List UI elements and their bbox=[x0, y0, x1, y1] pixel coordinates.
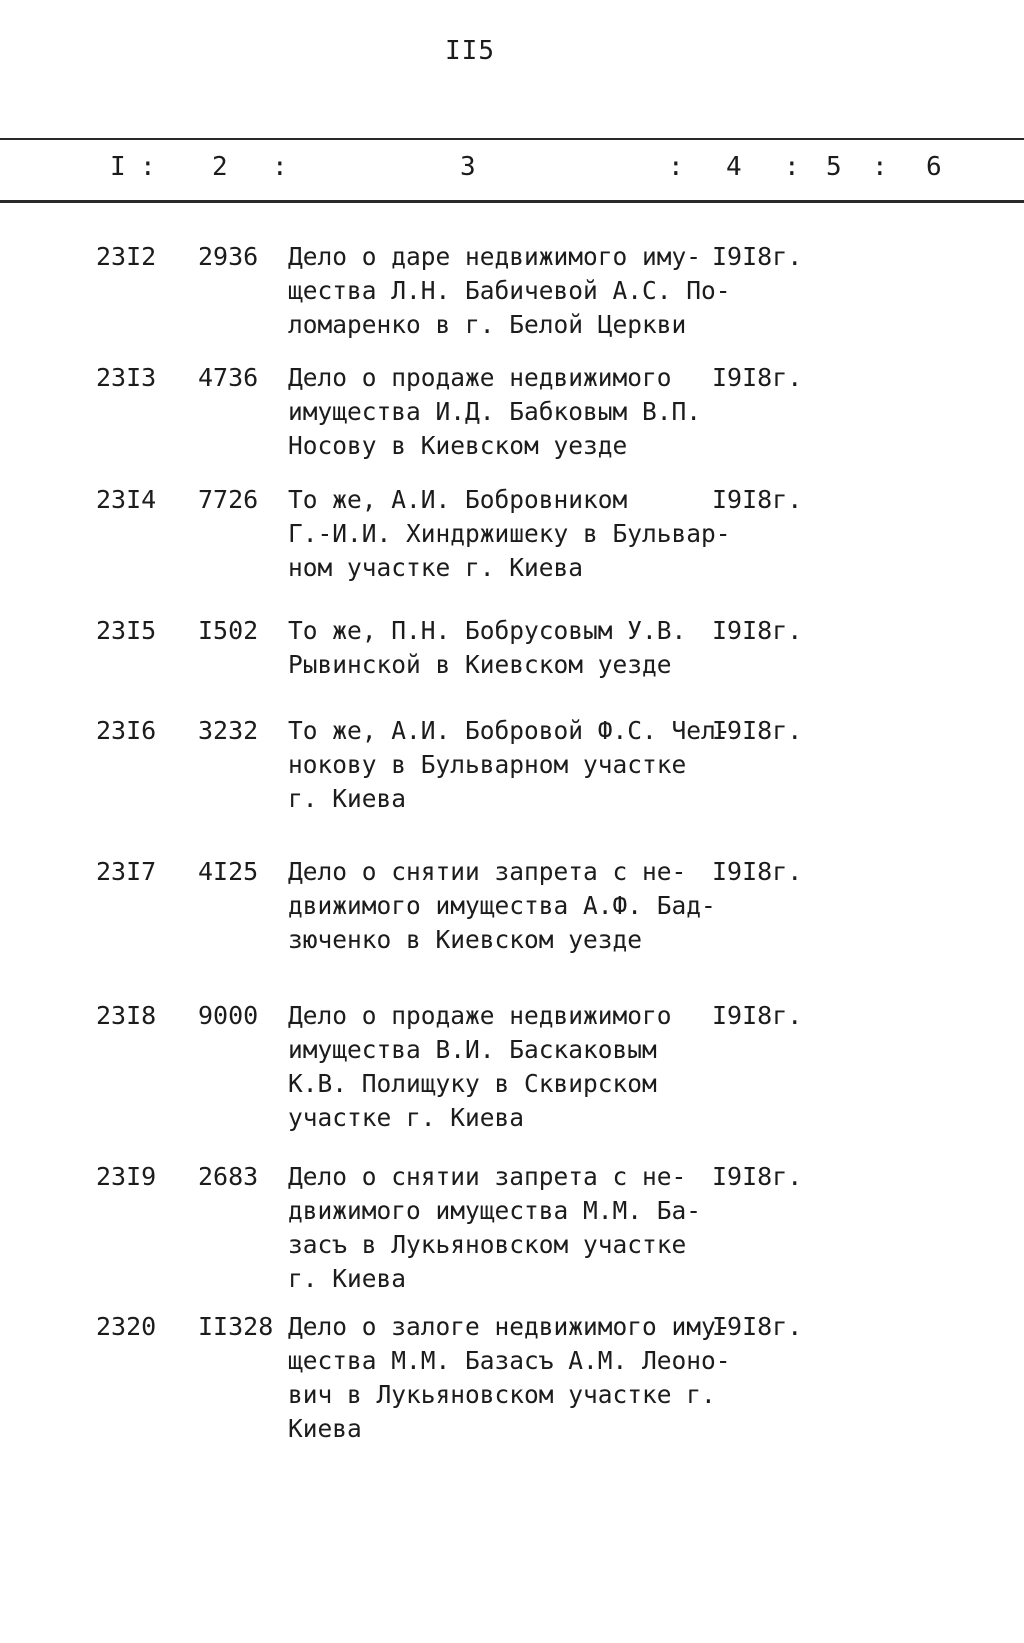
entry-description bbox=[288, 361, 728, 463]
archive-number: 9000 bbox=[198, 1001, 259, 1030]
entry-description bbox=[288, 855, 728, 957]
description-line: движимого имущества М.М. Ба- bbox=[288, 1196, 702, 1225]
entry-number: 23I4 bbox=[96, 485, 157, 514]
archive-number: 4736 bbox=[198, 363, 259, 392]
description-line: щества Л.Н. Бабичевой А.С. По- bbox=[288, 276, 731, 305]
entry-description bbox=[288, 999, 728, 1135]
description-line: Дело о снятии запрета с не- bbox=[288, 1162, 687, 1191]
entry-number: 23I6 bbox=[96, 716, 157, 745]
column-separator: : bbox=[272, 152, 288, 182]
entry-description bbox=[288, 1310, 731, 1446]
archive-number: 2936 bbox=[198, 242, 259, 271]
entry-description bbox=[288, 483, 731, 585]
entry-year: I9I8г. bbox=[712, 616, 803, 645]
description-line: Дело о залоге недвижимого иму- bbox=[288, 1312, 731, 1341]
entry-number: 23I5 bbox=[96, 616, 157, 645]
entry-description bbox=[288, 240, 731, 342]
column-separator: : bbox=[140, 152, 156, 182]
description-line: г. Киева bbox=[288, 784, 407, 813]
description-line: То же, А.И. Бобровой Ф.С. Чел- bbox=[288, 716, 731, 745]
entry-year: I9I8г. bbox=[712, 242, 803, 271]
column-header-1: I bbox=[110, 152, 126, 182]
entry-year: I9I8г. bbox=[712, 716, 803, 745]
entry-year: I9I8г. bbox=[712, 485, 803, 514]
description-line: движимого имущества А.Ф. Бад- bbox=[288, 891, 716, 920]
description-line: Носову в Киевском уезде bbox=[288, 431, 628, 460]
entry-number: 23I3 bbox=[96, 363, 157, 392]
archive-number: 2683 bbox=[198, 1162, 259, 1191]
entry-year: I9I8г. bbox=[712, 363, 803, 392]
description-line: ломаренко в г. Белой Церкви bbox=[288, 310, 687, 339]
column-separator: : bbox=[668, 152, 684, 182]
description-line: ном участке г. Киева bbox=[288, 553, 584, 582]
entry-number: 2320 bbox=[96, 1312, 157, 1341]
description-line: щества М.М. Базасъ А.М. Леоно- bbox=[288, 1346, 731, 1375]
column-header-4: 4 bbox=[726, 152, 742, 182]
description-line: Рывинской в Киевском уезде bbox=[288, 650, 672, 679]
description-line: Дело о снятии запрета с не- bbox=[288, 857, 687, 886]
entry-year: I9I8г. bbox=[712, 857, 803, 886]
header-bottom-rule bbox=[0, 200, 1024, 203]
description-line: имущества В.И. Баскаковым bbox=[288, 1035, 657, 1064]
archive-number: 4I25 bbox=[198, 857, 259, 886]
description-line: То же, П.Н. Бобрусовым У.В. bbox=[288, 616, 687, 645]
entry-number: 23I8 bbox=[96, 1001, 157, 1030]
description-line: Дело о продаже недвижимого bbox=[288, 1001, 672, 1030]
description-line: Дело о продаже недвижимого bbox=[288, 363, 672, 392]
column-header-6: 6 bbox=[926, 152, 942, 182]
description-line: г. Киева bbox=[288, 1264, 407, 1293]
column-header-3: 3 bbox=[460, 152, 476, 182]
description-line: То же, А.И. Бобровником bbox=[288, 485, 628, 514]
entry-year: I9I8г. bbox=[712, 1162, 803, 1191]
archive-number: II328 bbox=[198, 1312, 274, 1341]
description-line: Дело о даре недвижимого иму- bbox=[288, 242, 702, 271]
description-line: Киева bbox=[288, 1414, 362, 1443]
column-separator: : bbox=[784, 152, 800, 182]
archive-number: 7726 bbox=[198, 485, 259, 514]
column-header-2: 2 bbox=[212, 152, 228, 182]
description-line: К.В. Полищуку в Сквирском bbox=[288, 1069, 657, 1098]
page-number: II5 bbox=[445, 36, 495, 66]
entry-number: 23I9 bbox=[96, 1162, 157, 1191]
entry-number: 23I2 bbox=[96, 242, 157, 271]
description-line: засъ в Лукьяновском участке bbox=[288, 1230, 687, 1259]
description-line: участке г. Киева bbox=[288, 1103, 525, 1132]
description-line: зюченко в Киевском уезде bbox=[288, 925, 643, 954]
entry-description bbox=[288, 714, 731, 816]
entry-year: I9I8г. bbox=[712, 1312, 803, 1341]
column-header-5: 5 bbox=[826, 152, 842, 182]
entry-description bbox=[288, 614, 728, 682]
header-top-rule bbox=[0, 138, 1024, 140]
column-separator: : bbox=[872, 152, 888, 182]
description-line: Г.-И.И. Хиндржишеку в Бульвар- bbox=[288, 519, 731, 548]
entry-description bbox=[288, 1160, 728, 1296]
description-line: вич в Лукьяновском участке г. bbox=[288, 1380, 716, 1409]
description-line: нокову в Бульварном участке bbox=[288, 750, 687, 779]
archive-number: 3232 bbox=[198, 716, 259, 745]
entry-number: 23I7 bbox=[96, 857, 157, 886]
description-line: имущества И.Д. Бабковым В.П. bbox=[288, 397, 702, 426]
archive-number: I502 bbox=[198, 616, 259, 645]
entry-year: I9I8г. bbox=[712, 1001, 803, 1030]
